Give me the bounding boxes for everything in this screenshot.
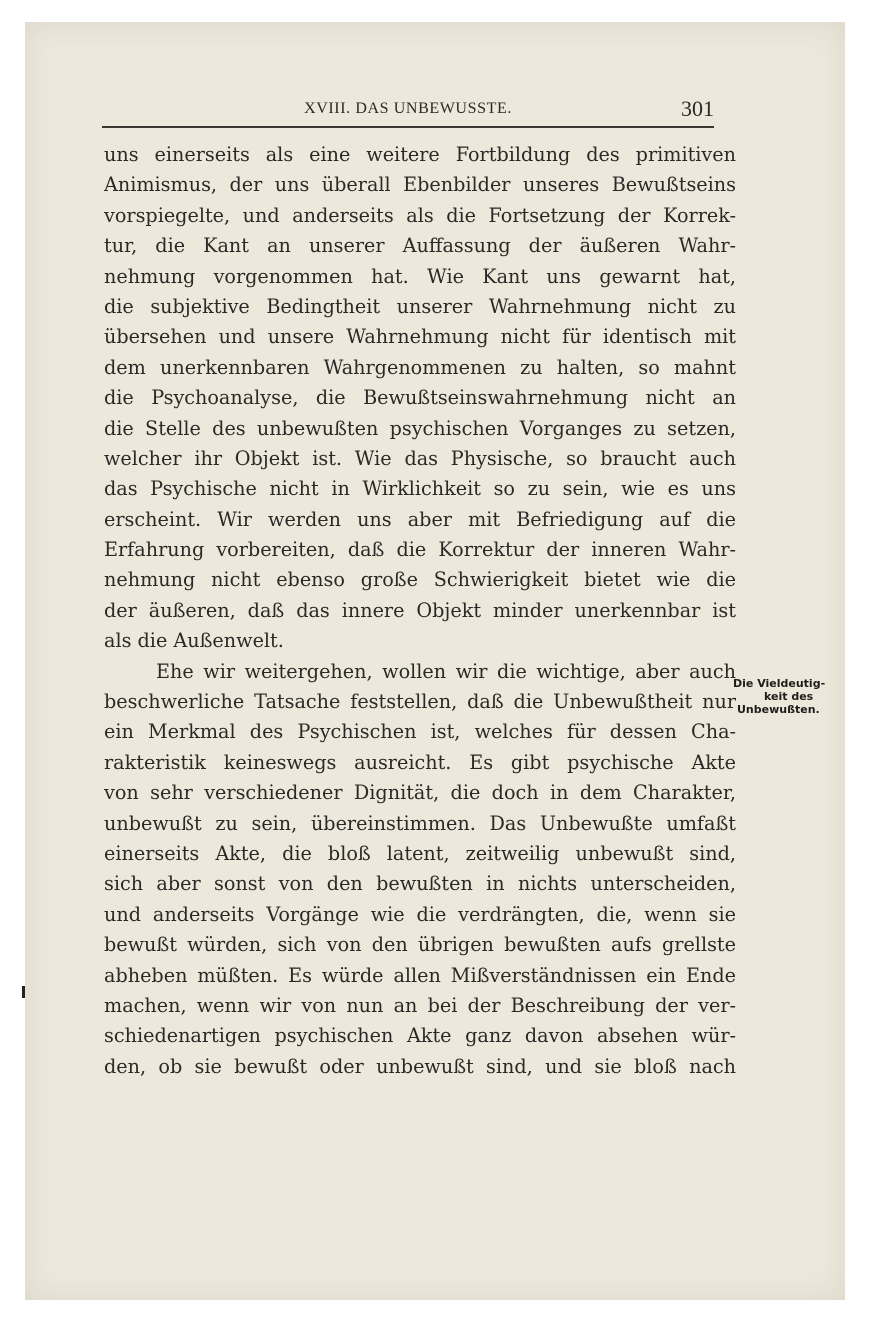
text-line: sich aber sonst von den bewußten in nichts unterscheiden, — [104, 872, 736, 896]
text-line: abheben müßten. Es würde allen Mißverständnissen ein Ende — [104, 963, 736, 987]
text-line: tur, die Kant an unserer Auffassung der äußeren Wahr- — [104, 234, 736, 258]
page-number: 301 — [681, 96, 714, 121]
text-line: übersehen und unsere Wahrnehmung nicht für identisch mit — [104, 325, 736, 349]
text-line: einerseits Akte, die bloß latent, zeitweilig unbewußt sind, — [104, 841, 736, 865]
text-line: Animismus, der uns überall Ebenbilder unseres Bewußtseins — [104, 173, 736, 197]
text-line: unbewußt zu sein, übereinstimmen. Das Unbewußte umfaßt — [104, 811, 736, 835]
text-line: die subjektive Bedingtheit unserer Wahrnehmung nicht zu — [104, 294, 736, 318]
text-line: nehmung nicht ebenso große Schwierigkeit bietet wie die — [104, 568, 736, 592]
margin-note-line: Unbewußten. — [737, 703, 820, 716]
text-line: rakteristik keineswegs ausreicht. Es gibt psychische Akte — [104, 750, 736, 774]
paragraph-start-line: Ehe wir weitergehen, wollen wir die wichtige, aber auch — [156, 659, 736, 683]
text-line: uns einerseits als eine weitere Fortbildung des primitiven — [104, 143, 736, 166]
header-rule — [102, 126, 714, 128]
text-line: die Stelle des unbewußten psychischen Vorganges zu setzen, — [104, 416, 736, 440]
body-text — [104, 140, 736, 1082]
text-line: ein Merkmal des Psychischen ist, welches für dessen Cha- — [104, 720, 736, 744]
margin-note — [733, 677, 839, 716]
text-line: und anderseits Vorgänge wie die verdrängten, die, wenn sie — [104, 902, 736, 926]
text-line: das Psychische nicht in Wirklichkeit so zu sein, wie es uns — [104, 477, 736, 501]
running-head — [102, 96, 714, 122]
margin-note-line: Die Vieldeutig- — [733, 677, 826, 690]
text-line: die Psychoanalyse, die Bewußtseinswahrnehmung nicht an — [104, 386, 736, 410]
margin-note-line: keit des — [764, 690, 814, 703]
text-line: von sehr verschiedener Dignität, die doch in dem Charakter, — [104, 781, 736, 805]
text-line: machen, wenn wir von nun an bei der Beschreibung der ver- — [104, 993, 736, 1017]
text-line: den, ob sie bewußt oder unbewußt sind, und sie bloß nach — [104, 1054, 736, 1078]
running-title: XVIII. DAS UNBEWUSSTE. — [304, 100, 512, 117]
text-line: nehmung vorgenommen hat. Wie Kant uns gewarnt hat, — [104, 264, 736, 288]
text-line: Erfahrung vorbereiten, daß die Korrektur der inneren Wahr- — [104, 538, 736, 562]
paragraph-end-line: als die Außenwelt. — [104, 629, 284, 653]
text-line: der äußeren, daß das innere Objekt minder unerkennbar ist — [104, 598, 736, 622]
text-line: schiedenartigen psychischen Akte ganz davon absehen wür- — [104, 1024, 736, 1048]
text-line: vorspiegelte, und anderseits als die Fortsetzung der Korrek- — [104, 203, 736, 227]
text-line: bewußt würden, sich von den übrigen bewußten aufs grellste — [104, 933, 736, 957]
text-line: erscheint. Wir werden uns aber mit Befriedigung auf die — [104, 507, 736, 531]
text-line: welcher ihr Objekt ist. Wie das Physische, so braucht auch — [104, 446, 736, 470]
text-line: beschwerliche Tatsache feststellen, daß die Unbewußtheit nur — [104, 690, 736, 714]
text-line: dem unerkennbaren Wahrgenommenen zu halten, so mahnt — [104, 355, 736, 379]
scan-mark — [22, 986, 25, 998]
